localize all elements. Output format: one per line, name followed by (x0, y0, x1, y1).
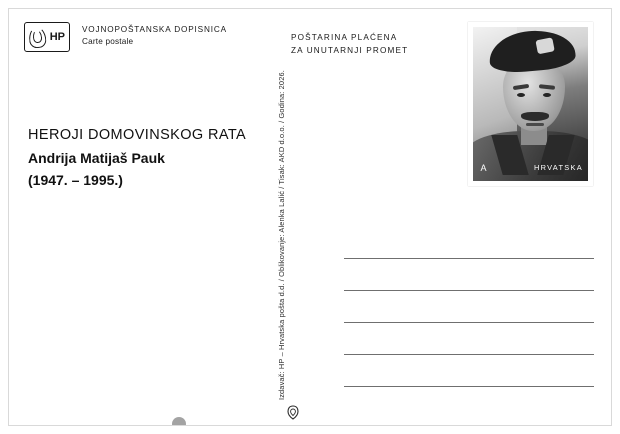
logo-caption (82, 22, 227, 48)
publisher-logo-block (24, 22, 227, 52)
address-line-1[interactable] (344, 258, 594, 259)
address-line-4[interactable] (344, 354, 594, 355)
tank-illustration (9, 210, 294, 425)
stamp-value-mark: A (480, 163, 487, 173)
stamp-country-label: HRVATSKA (533, 163, 583, 172)
person-name: Andrija Matijaš Pauk (28, 150, 165, 166)
stamp-image (473, 27, 588, 181)
tank-icon (9, 210, 294, 425)
address-line-3[interactable] (344, 322, 594, 323)
soldier-portrait-illustration (473, 27, 588, 181)
person-years: (1947. – 1995.) (28, 172, 123, 188)
address-line-5[interactable] (344, 386, 594, 387)
title-block (28, 125, 246, 191)
hp-logo-text: HP (49, 30, 65, 43)
postage-stamp (468, 22, 593, 186)
postage-paid-line2: ZA UNUTARNJI PROMET (291, 46, 409, 55)
imprint-block (277, 70, 302, 400)
imprint-text: Izdavač: HP – Hrvatska pošta d.d. / Oblikovanje: Alenka Lalić / Tisak: AKD d.o.o. / Godina: 2026. (277, 70, 286, 400)
postage-paid-line1: POŠTARINA PLAĆENA (291, 33, 398, 42)
address-lines[interactable] (344, 258, 594, 387)
hp-post-horn-icon (287, 405, 299, 420)
logo-caption-line2: Carte postale (82, 37, 134, 46)
postage-paid-notice (291, 31, 408, 57)
series-title: HEROJI DOMOVINSKOG RATA (28, 127, 247, 143)
hp-logo-mark (24, 22, 70, 52)
post-horn-icon (28, 26, 47, 49)
address-line-2[interactable] (344, 290, 594, 291)
logo-caption-line1: VOJNOPOŠTANSKA DOPISNICA (82, 25, 227, 34)
